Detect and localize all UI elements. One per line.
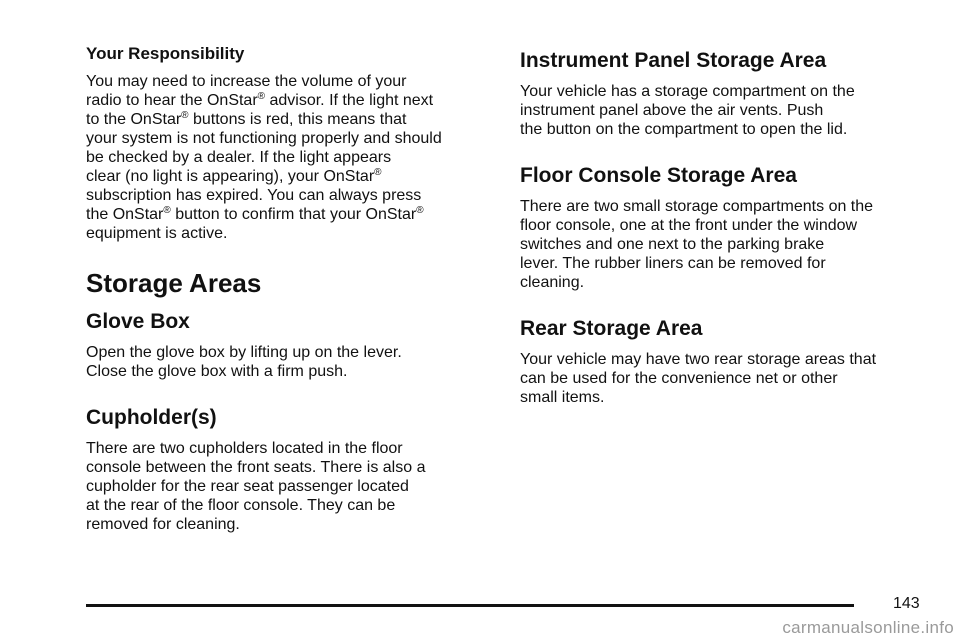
text-line: the OnStar® button to confirm that your OnStar® [86,205,424,223]
text-line: cleaning. [520,274,585,291]
cupholders-heading: Cupholder(s) [86,406,217,429]
text-line: at the rear of the floor console. They can be [86,497,396,514]
text-line: There are two small storage compartments on the [520,198,874,215]
text-line: be checked by a dealer. If the light appears [86,149,392,166]
text-line: equipment is active. [86,225,228,242]
left-column [86,44,491,558]
cupholders-paragraph [86,439,491,534]
your-responsibility-paragraph [86,72,491,243]
text-line: small items. [520,389,605,406]
text-line: your system is not functioning properly and should [86,130,442,147]
page-number: 143 [893,595,920,612]
your-responsibility-heading: Your Responsibility [86,44,245,63]
text-line: lever. The rubber liners can be removed for [520,255,826,272]
text-line: There are two cupholders located in the floor [86,440,403,457]
text-line: instrument panel above the air vents. Push [520,102,824,119]
text-line: floor console, one at the front under the window [520,217,858,234]
text-line: switches and one next to the parking brake [520,236,825,253]
rear-storage-heading: Rear Storage Area [520,317,703,340]
rear-storage-paragraph [520,350,930,407]
glove-box-paragraph [86,343,491,381]
text-line: clear (no light is appearing), your OnStar® [86,167,382,185]
storage-areas-title: Storage Areas [86,268,262,298]
text-line: You may need to increase the volume of your [86,73,407,90]
glove-box-heading: Glove Box [86,310,190,333]
text-line: subscription has expired. You can always press [86,187,422,204]
text-line: to the OnStar® buttons is red, this means that [86,110,407,128]
registered-mark: ® [374,167,382,178]
instrument-panel-paragraph [520,82,930,139]
text-line: Close the glove box with a firm push. [86,363,348,380]
footer-rule [86,604,854,607]
registered-mark: ® [181,110,189,121]
text-line: cupholder for the rear seat passenger located [86,478,409,495]
text-line: radio to hear the OnStar® advisor. If the light next [86,91,434,109]
text-line: Open the glove box by lifting up on the lever. [86,344,402,361]
floor-console-paragraph [520,197,930,292]
text-line: Your vehicle has a storage compartment on the [520,83,855,100]
registered-mark: ® [257,91,266,102]
text-line: Your vehicle may have two rear storage areas that [520,351,877,368]
text-line: removed for cleaning. [86,516,240,533]
text-line: can be used for the convenience net or other [520,370,838,387]
text-line: the button on the compartment to open the lid. [520,121,848,138]
floor-console-heading: Floor Console Storage Area [520,164,797,187]
text-line: console between the front seats. There is also a [86,459,426,476]
instrument-panel-heading: Instrument Panel Storage Area [520,49,827,72]
registered-mark: ® [416,205,424,216]
watermark: carmanualsonline.info [782,618,954,637]
right-column [520,44,930,431]
registered-mark: ® [163,205,171,216]
